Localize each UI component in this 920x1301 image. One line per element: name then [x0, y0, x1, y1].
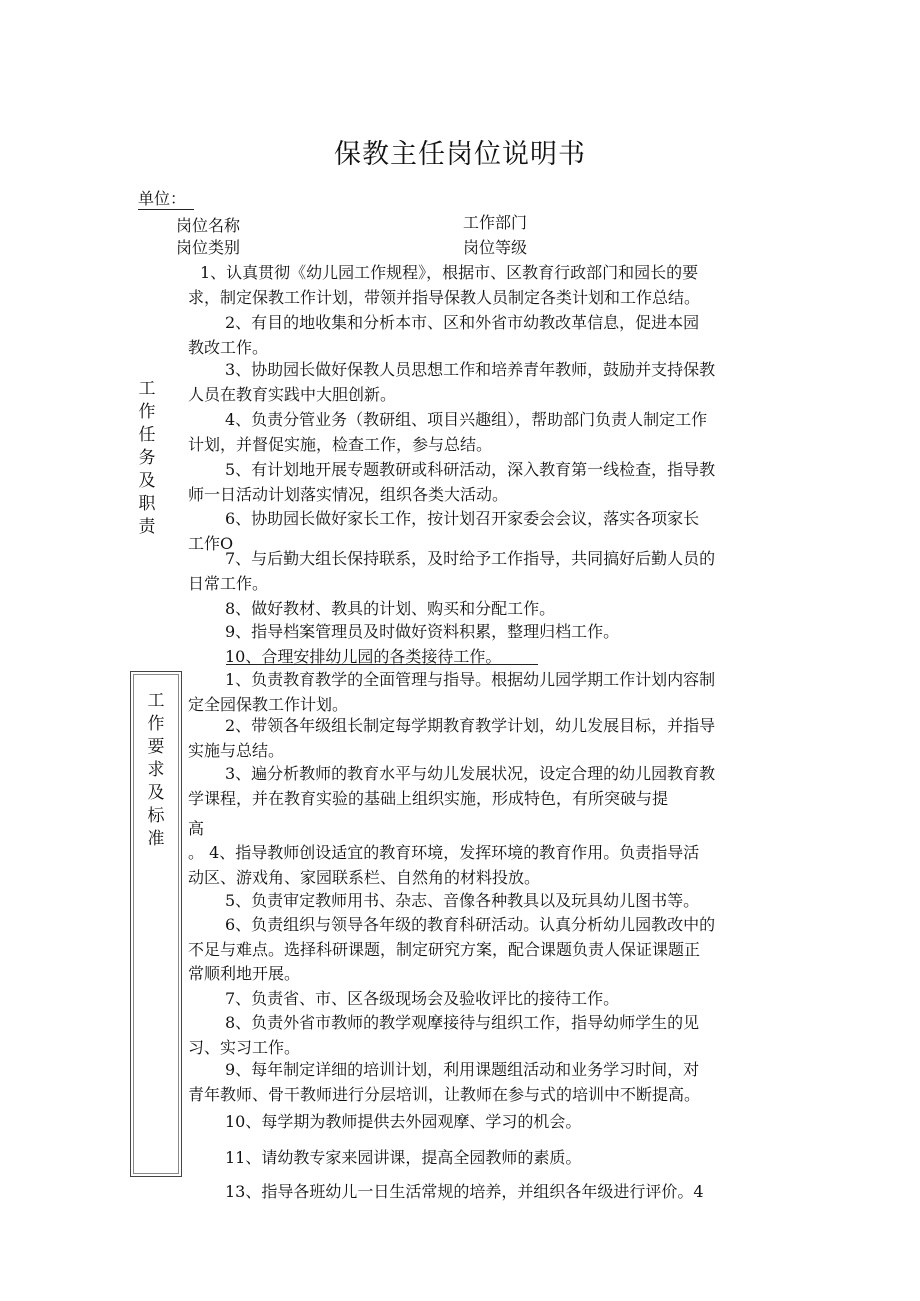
position-name-label: 岗位名称: [176, 216, 241, 235]
standard-item: 5、负责审定教师用书、杂志、音像各种教具以及玩具幼儿图书等。: [225, 891, 700, 910]
standard-item: 高: [188, 819, 205, 838]
department-label: 工作部门: [463, 213, 528, 232]
position-type-label: 岗位类别: [176, 238, 241, 257]
position-grade-label: 岗位等级: [463, 238, 528, 257]
standard-item: 7、负责省、市、区各级现场会及验收评比的接待工作。: [225, 989, 620, 1008]
duty-item: 10、合理安排幼儿园的各类接待工作。: [225, 647, 502, 666]
duty-item: 5、有计划地开展专题教研或科研活动，深入教育第一线检查，指导教 师一日活动计划落实情况，组织各类大活动。: [188, 460, 716, 504]
duty-item: 7、与后勤大组长保持联系，及时给予工作指导，共同搞好后勤人员的 日常工作。: [188, 549, 716, 593]
standard-item: 3、遍分析教师的教育水平与幼儿发展状况，设定合理的幼儿园教育教 学课程，并在教育实验的基础上组织实施，形成特色，有所突破与提: [188, 764, 716, 808]
standard-item: 10、每学期为教师提供去外园观摩、学习的机会。: [225, 1112, 582, 1131]
standard-item: 6、负责组织与领导各年级的教育科研活动。认真分析幼儿园教改中的 不足与难点。选择科研课题，制定研究方案，配合课题负责人保证课题正 常顺利地开展。: [188, 915, 716, 983]
duty-item: 3、协助园长做好保教人员思想工作和培养青年教师，鼓励并支持保教 人员在教育实践中大胆创新。: [188, 360, 716, 404]
standard-item: 9、每年制定详细的培训计划，利用课题组活动和业务学习时间，对 青年教师、骨干教师进行分层培训，让教师在参与式的培训中不断提高。: [188, 1060, 701, 1104]
duty-item: 8、做好教材、教具的计划、购买和分配工作。: [225, 599, 556, 618]
section2-label-box: [130, 671, 182, 1177]
duty-item: 4、负责分管业务（教研组、项目兴趣组），帮助部门负责人制定工作 计划，并督促实施，检查工作，参与总结。: [188, 410, 708, 454]
standard-item: 11、请幼教专家来园讲课，提高全园教师的素质。: [225, 1148, 582, 1167]
duty-item: 1、认真贯彻《幼儿园工作规程》，根据市、区教育行政部门和园长的要 求，制定保教工作计划，带领并指导保教人员制定各类计划和工作总结。: [188, 263, 701, 307]
standard-item: 。 4、指导教师创设适宜的教育环境，发挥环境的教育作用。负责指导活 动区、游戏角、家园联系栏、自然角的材料投放。: [188, 843, 700, 887]
section2-label: 工 作 要 求 及 标 准: [147, 691, 165, 849]
duty-item: 2、有目的地收集和分析本市、区和外省市幼教改革信息，促进本园 教改工作。: [188, 313, 700, 357]
unit-label: 单位：: [138, 189, 194, 210]
section1-label: 工 作 任 务 及 职 责: [138, 379, 156, 537]
duty-item: 9、指导档案管理员及时做好资料积累，整理归档工作。: [225, 622, 620, 641]
section-divider: [226, 664, 538, 665]
standard-item: 13、指导各班幼儿一日生活常规的培养，并组织各年级进行评价。4: [225, 1182, 704, 1201]
standard-item: 1、负责教育教学的全面管理与指导。根据幼儿园学期工作计划内容制 定全园保教工作计划。: [188, 670, 716, 714]
page-title: 保教主任岗位说明书: [334, 139, 586, 170]
standard-item: 8、负责外省市教师的教学观摩接待与组织工作，指导幼师学生的见 习、实习工作。: [188, 1013, 700, 1057]
duty-item: 6、协助园长做好家长工作，按计划召开家委会会议，落实各项家长 工作O: [188, 509, 700, 553]
standard-item: 2、带领各年级组长制定每学期教育教学计划，幼儿发展目标，并指导 实施与总结。: [188, 716, 716, 760]
